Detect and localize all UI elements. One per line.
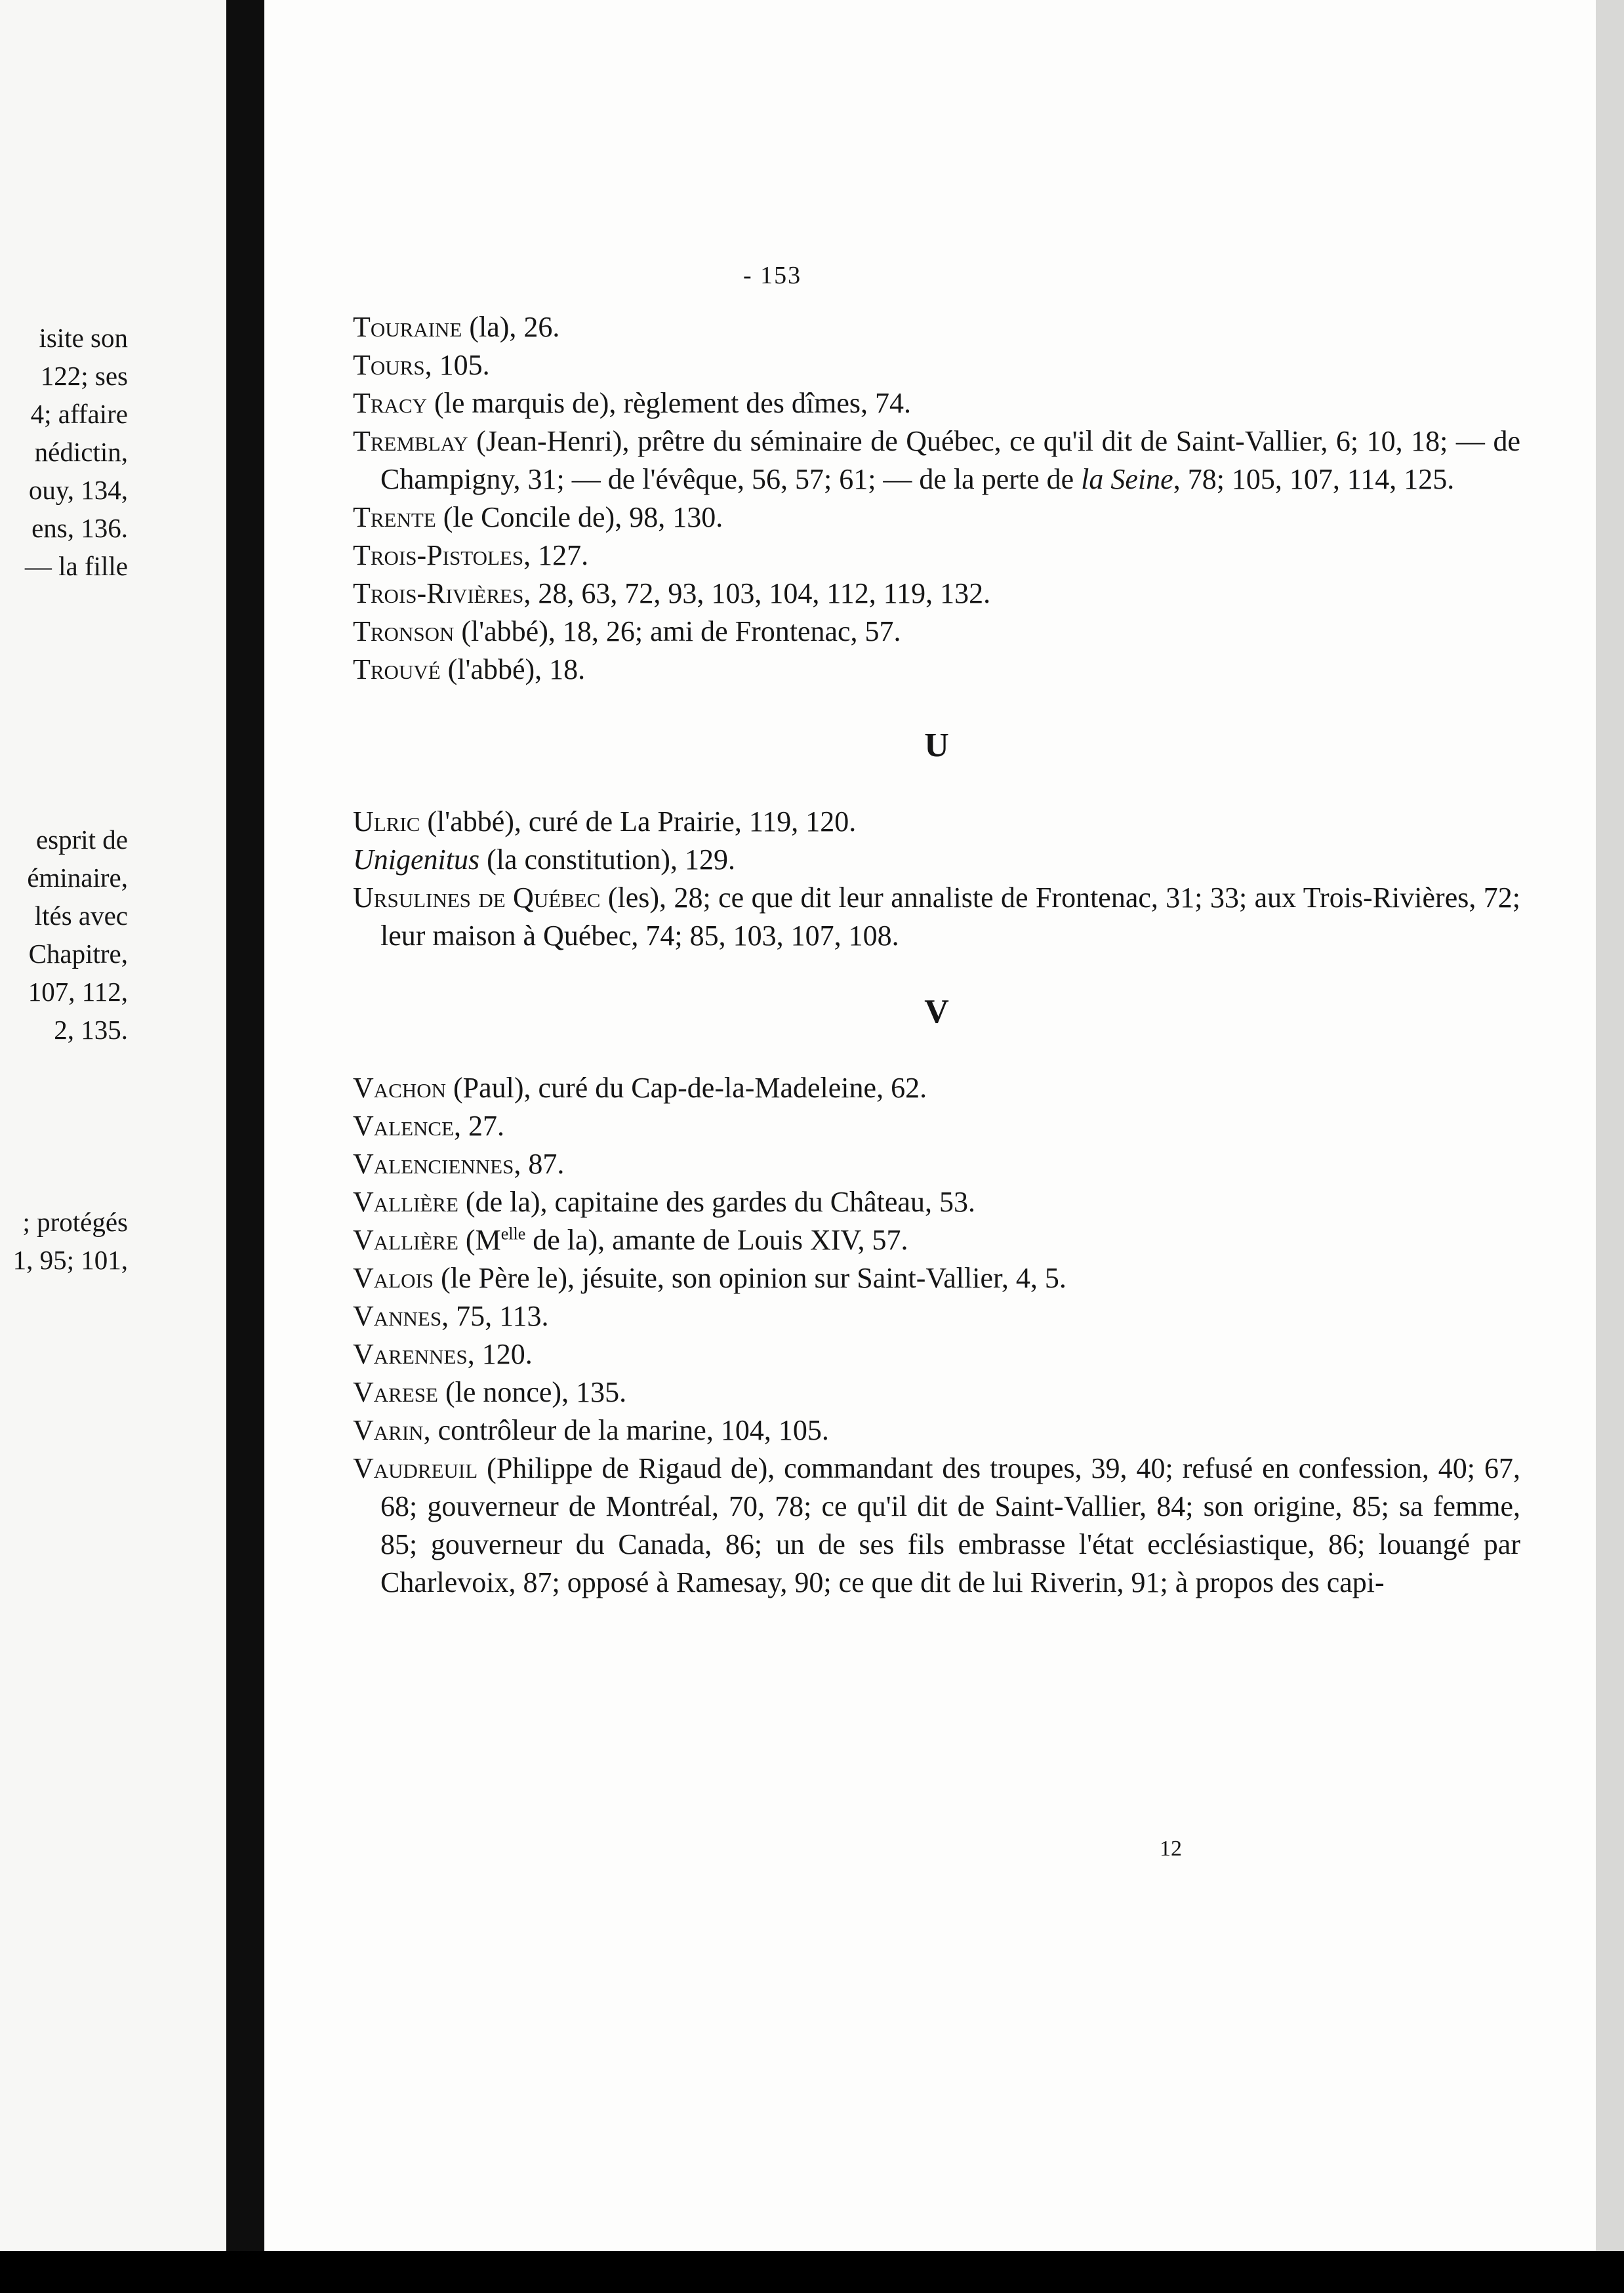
page-number: - 153: [743, 262, 802, 289]
index-entry: Varin, contrôleur de la marine, 104, 105.: [353, 1414, 829, 1446]
left-fragment: 1, 95; 101,: [12, 1245, 128, 1275]
signature-mark: 12: [1160, 1836, 1182, 1861]
index-entry: Valenciennes, 87.: [353, 1148, 565, 1180]
index-list: [353, 308, 1520, 1602]
index-entry: Vachon (Paul), curé du Cap-de-la-Madeleine, 62.: [353, 1072, 927, 1104]
index-entry: Trois-Rivières, 28, 63, 72, 93, 103, 104, 112, 119, 132.: [353, 577, 991, 609]
index-entry: Varennes, 120.: [353, 1338, 533, 1370]
index-entry: Vannes, 75, 113.: [353, 1300, 549, 1332]
section-letter-u: U: [924, 727, 949, 764]
index-entry: Unigenitus (la constitution), 129.: [353, 843, 735, 876]
left-fragment: — la fille: [24, 551, 128, 581]
index-entry: Trouvé (l'abbé), 18.: [353, 653, 586, 685]
left-fragment: 107, 112,: [28, 977, 128, 1007]
left-fragment: Chapitre,: [28, 939, 128, 969]
left-fragment: ; protégés: [22, 1207, 128, 1237]
left-page: [0, 0, 226, 2251]
index-entry: Valois (le Père le), jésuite, son opinion sur Saint-Vallier, 4, 5.: [353, 1262, 1066, 1294]
main-page: [264, 0, 1596, 2251]
left-fragment: 122; ses: [40, 361, 128, 391]
index-entry: Ursulines de Québec (les), 28; ce que dit leur annaliste de Frontenac, 31; 33; aux Trois-Rivières, 72; leur maison à Québec, 74; 85, 103, 107, 108.: [353, 882, 1520, 952]
index-entry: Tremblay (Jean-Henri), prêtre du séminaire de Québec, ce qu'il dit de Saint-Vallier, 6; 10, 18; — de Champigny, 31; — de l'évêque, 56, 57; 61; — de la perte de la Seine, 78; 105, 107, 114, 125.: [353, 425, 1520, 495]
index-entry: Tours, 105.: [353, 349, 490, 381]
left-fragment: ens, 136.: [31, 513, 128, 543]
left-fragment: esprit de: [35, 824, 128, 855]
index-entry: Vaudreuil (Philippe de Rigaud de), commandant des troupes, 39, 40; refusé en confession, 40; 67, 68; gouverneur de Montréal, 70, 78; ce qu'il dit de Saint-Vallier, 84; son origine, 85; sa femme, 85; gouverneur du Canada, 86; un de ses fils embrasse l'état ecclésiastique, 86; louangé par Charlevoix, 87; opposé à Ramesay, 90; ce que dit de lui Riverin, 91; à propos des capi-: [353, 1452, 1520, 1598]
left-fragment: 4; affaire: [30, 399, 128, 429]
index-entry: Trente (le Concile de), 98, 130.: [353, 501, 723, 533]
book-gutter: [226, 0, 264, 2251]
index-entry: Tracy (le marquis de), règlement des dîmes, 74.: [353, 387, 912, 419]
index-entry: Vallière (de la), capitaine des gardes du Château, 53.: [353, 1186, 975, 1218]
index-entry: Vallière ($M^{elle}$ de la), amante de Louis XIV, 57.: [353, 1224, 908, 1256]
index-entry: Ulric (l'abbé), curé de La Prairie, 119, 120.: [353, 805, 857, 838]
left-fragment: ltés avec: [34, 901, 128, 931]
index-entry: Trois-Pistoles, 127.: [353, 539, 589, 571]
left-fragment: nédictin,: [34, 437, 128, 467]
index-entry: Varese (le nonce), 135.: [353, 1376, 627, 1408]
page-edge: [1596, 0, 1624, 2251]
left-fragment: ouy, 134,: [28, 475, 128, 505]
left-fragment: isite son: [39, 323, 128, 353]
index-entry: Valence, 27.: [353, 1110, 505, 1142]
index-entry: Tronson (l'abbé), 18, 26; ami de Frontenac, 57.: [353, 615, 901, 647]
left-fragment: éminaire,: [27, 862, 128, 893]
section-letter-v: V: [924, 993, 949, 1030]
index-entry: Touraine (la), 26.: [353, 311, 560, 343]
left-fragment: 2, 135.: [54, 1015, 128, 1045]
